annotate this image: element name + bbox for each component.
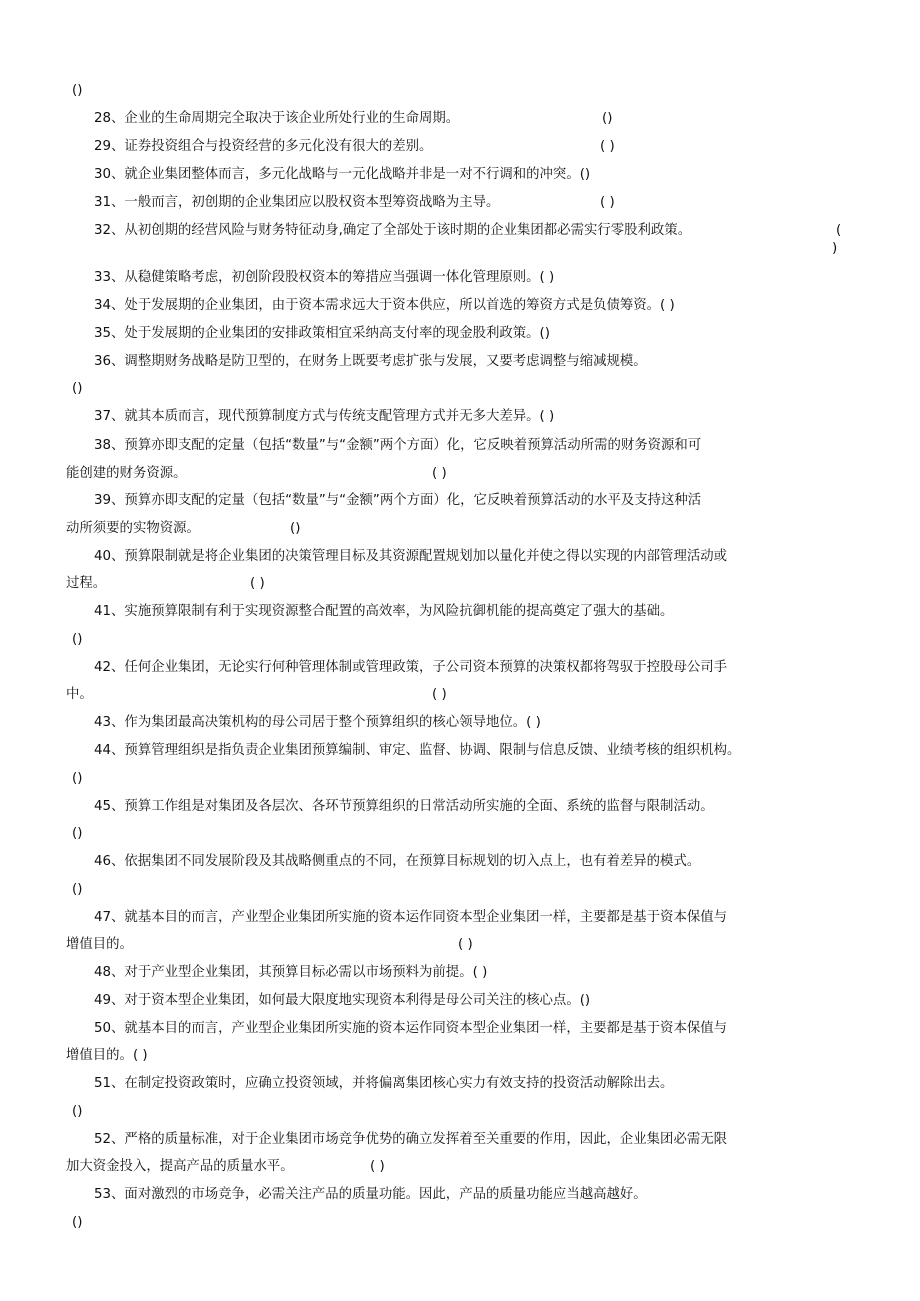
question-30: 30、就企业集团整体而言，多元化战略与一元化战略并非是一对不行调和的冲突。() bbox=[94, 167, 591, 182]
question-42: 42、任何企业集团，无论实行何种管理体制或管理政策，子公司资本预算的决策权都将驾驭于控股母公司手 bbox=[94, 660, 728, 675]
question-43: 43、作为集团最高决策机构的母公司居于整个预算组织的核心领导地位。( ) bbox=[94, 715, 541, 730]
question-38-cont: 能创建的财务资源。 bbox=[66, 466, 187, 481]
question-44: 44、预算管理组织是指负责企业集团预算编制、审定、监督、协调、限制与信息反馈、业绩考核的组织机构。 bbox=[94, 743, 741, 758]
question-38: 38、预算亦即支配的定量（包括“数量”与“金额”两个方面）化，它反映着预算活动所需的财务资源和可 bbox=[94, 438, 702, 453]
question-47: 47、就基本目的而言，产业型企业集团所实施的资本运作同资本型企业集团一样，主要都是基于资本保值与 bbox=[94, 910, 728, 925]
answer-bracket-36: () bbox=[72, 381, 83, 396]
leading-bracket: () bbox=[72, 83, 83, 98]
question-53: 53、面对激烈的市场竞争，必需关注产品的质量功能。因此，产品的质量功能应当越高越好。 bbox=[94, 1187, 647, 1202]
question-39-cont: 动所须要的实物资源。 bbox=[66, 521, 200, 536]
question-42-cont: 中。 bbox=[66, 687, 93, 702]
question-29: 29、证券投资组合与投资经营的多元化没有很大的差别。 bbox=[94, 139, 433, 154]
question-36: 36、调整期财务战略是防卫型的，在财务上既要考虑扩张与发展，又要考虑调整与缩减规模。 bbox=[94, 354, 647, 369]
answer-bracket-38: ( ) bbox=[432, 466, 447, 481]
answer-bracket-45: () bbox=[72, 826, 83, 841]
answer-bracket-29: ( ) bbox=[600, 139, 615, 154]
answer-bracket-40: ( ) bbox=[250, 576, 265, 591]
question-40: 40、预算限制就是将企业集团的决策管理目标及其资源配置规划加以量化并使之得以实现的内部管理活动或 bbox=[94, 549, 728, 564]
answer-bracket-32-open: ( bbox=[836, 223, 842, 238]
answer-bracket-32-close: ) bbox=[832, 241, 838, 256]
question-49: 49、对于资本型企业集团，如何最大限度地实现资本利得是母公司关注的核心点。() bbox=[94, 993, 591, 1008]
question-35: 35、处于发展期的企业集团的安排政策相宜采纳高支付率的现金股利政策。() bbox=[94, 326, 550, 341]
answer-bracket-39: () bbox=[290, 521, 301, 536]
question-46: 46、依据集团不同发展阶段及其战略侧重点的不同，在预算目标规划的切入点上，也有着差异的模式。 bbox=[94, 854, 701, 869]
question-51: 51、在制定投资政策时，应确立投资领域，并将偏离集团核心实力有效支持的投资活动解除出去。 bbox=[94, 1076, 674, 1091]
question-28: 28、企业的生命周期完全取决于该企业所处行业的生命周期。 bbox=[94, 111, 460, 126]
question-33: 33、从稳健策略考虑，初创阶段股权资本的筹措应当强调一体化管理原则。( ) bbox=[94, 270, 555, 285]
answer-bracket-28: () bbox=[602, 111, 613, 126]
question-50-cont: 增值目的。( ) bbox=[66, 1048, 148, 1063]
question-39: 39、预算亦即支配的定量（包括“数量”与“金额”两个方面）化，它反映着预算活动的水平及支持这种活 bbox=[94, 493, 702, 508]
answer-bracket-47: ( ) bbox=[458, 937, 473, 952]
question-45: 45、预算工作组是对集团及各层次、各环节预算组织的日常活动所实施的全面、系统的监督与限制活动。 bbox=[94, 799, 714, 814]
answer-bracket-46: () bbox=[72, 882, 83, 897]
answer-bracket-31: ( ) bbox=[600, 195, 615, 210]
answer-bracket-42: ( ) bbox=[432, 687, 447, 702]
question-37: 37、就其本质而言，现代预算制度方式与传统支配管理方式并无多大差异。( ) bbox=[94, 409, 555, 424]
question-41: 41、实施预算限制有利于实现资源整合配置的高效率，为风险抗御机能的提高奠定了强大的基础。 bbox=[94, 604, 674, 619]
question-34: 34、处于发展期的企业集团，由于资本需求远大于资本供应，所以首选的筹资方式是负债筹资。( ) bbox=[94, 298, 675, 313]
question-40-cont: 过程。 bbox=[66, 576, 107, 591]
answer-bracket-52: ( ) bbox=[370, 1159, 385, 1174]
question-52: 52、严格的质量标准，对于企业集团市场竞争优势的确立发挥着至关重要的作用，因此，企业集团必需无限 bbox=[94, 1132, 728, 1147]
question-31: 31、一般而言，初创期的企业集团应以股权资本型筹资战略为主导。 bbox=[94, 195, 500, 210]
question-32: 32、从初创期的经营风险与财务特征动身,确定了全部处于该时期的企业集团都必需实行零股利政策。 bbox=[94, 223, 692, 238]
answer-bracket-41: () bbox=[72, 632, 83, 647]
answer-bracket-53: () bbox=[72, 1215, 83, 1230]
answer-bracket-51: () bbox=[72, 1104, 83, 1119]
question-48: 48、对于产业型企业集团，其预算目标必需以市场预料为前提。( ) bbox=[94, 965, 488, 980]
answer-bracket-44: () bbox=[72, 771, 83, 786]
question-50: 50、就基本目的而言，产业型企业集团所实施的资本运作同资本型企业集团一样，主要都是基于资本保值与 bbox=[94, 1021, 728, 1036]
question-47-cont: 增值目的。 bbox=[66, 937, 133, 952]
question-52-cont: 加大资金投入，提高产品的质量水平。 bbox=[66, 1159, 294, 1174]
